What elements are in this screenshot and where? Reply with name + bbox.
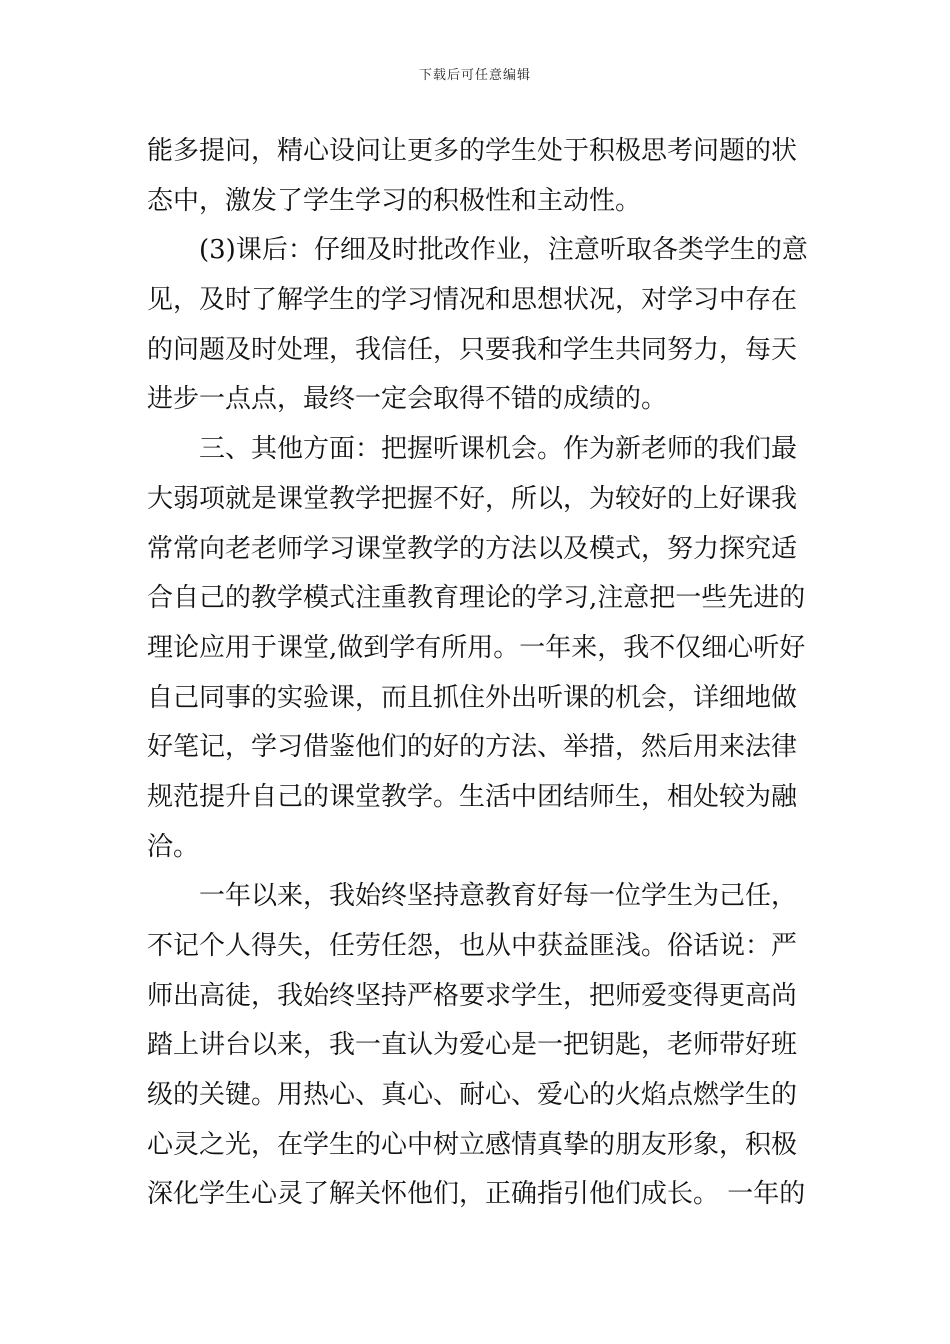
body-text [147, 127, 807, 1220]
text-line: 合自己的教学模式注重教育理论的学习,注意把一些先进的 [147, 583, 806, 614]
text-line: 常常向老老师学习课堂教学的方法以及模式，努力探究适 [147, 533, 798, 564]
paragraph-start-line: 三、其他方面：把握听课机会。作为新老师的我们最 [199, 434, 798, 465]
text-line: 级的关键。用热心、真心、耐心、爱心的火焰点燃学生的 [147, 1080, 798, 1111]
text-line: 能多提问，精心设问让更多的学生处于积极思考问题的状 [147, 136, 798, 166]
page-header-note: 下载后可任意编辑 [418, 68, 531, 83]
text-line: 不记个人得失，任劳任怨，也从中获益匪浅。俗话说：严 [147, 931, 798, 961]
text-line: 进步一点点，最终一定会取得不错的成绩的。 [147, 384, 668, 415]
text-line: 理论应用于课堂,做到学有所用。一年来，我不仅细心听好 [147, 632, 806, 663]
text-line: 见，及时了解学生的学习情况和思想状况，对学习中存在 [147, 285, 798, 316]
text-line: 态中，激发了学生学习的积极性和主动性。 [147, 185, 642, 216]
text-line: 的问题及时处理，我信任，只要我和学生共同努力，每天 [147, 334, 798, 365]
text-line: 心灵之光，在学生的心中树立感情真挚的朋友形象，积极 [147, 1129, 798, 1160]
text-line: 大弱项就是课堂教学把握不好，所以，为较好的上好课我 [147, 483, 798, 514]
text-line: 洽。 [147, 831, 200, 862]
paragraph-start-line: (3)课后：仔细及时批改作业，注意听取各类学生的意 [199, 235, 808, 266]
paragraph-start-line: 一年以来，我始终坚持意教育好每一位学生为己任， [199, 881, 798, 912]
text-line: 规范提升自己的课堂教学。生活中团结师生，相处较为融 [147, 781, 798, 812]
text-line: 踏上讲台以来，我一直认为爱心是一把钥匙，老师带好班 [147, 1030, 798, 1061]
text-line: 好笔记，学习借鉴他们的好的方法、举措，然后用来法律 [147, 732, 798, 763]
text-line: 师出高徒，我始终坚持严格要求学生，把师爱变得更高尚 [147, 980, 798, 1011]
text-line: 深化学生心灵了解关怀他们，正确指引他们成长。 一年的 [147, 1179, 806, 1210]
text-line: 自己同事的实验课，而且抓住外出听课的机会，详细地做 [147, 682, 798, 713]
